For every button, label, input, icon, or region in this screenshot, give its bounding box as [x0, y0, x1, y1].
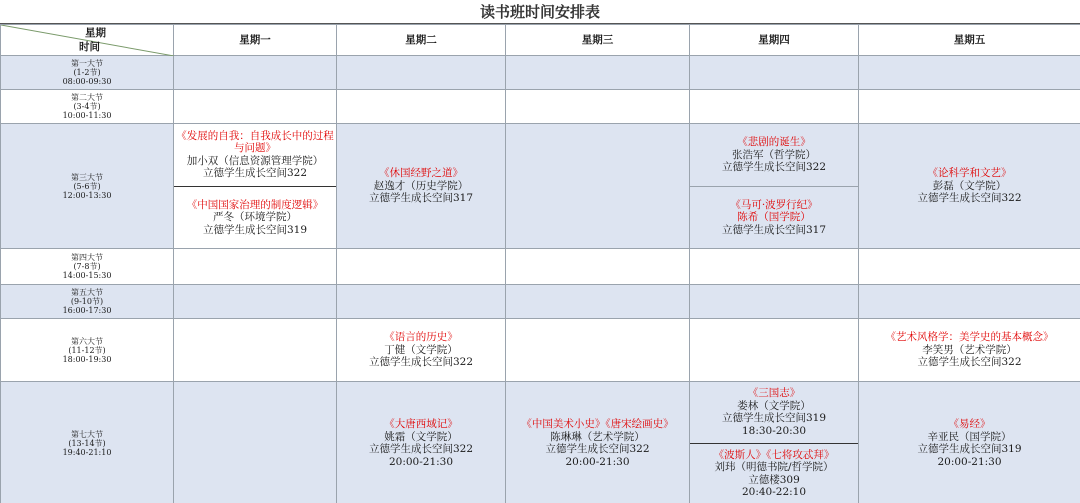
- empty-cell: [174, 382, 337, 503]
- room: 立德学生成长空间322: [545, 443, 650, 455]
- period-time: 14:00-15:30: [62, 271, 112, 280]
- period-range: (3-4节): [73, 102, 101, 111]
- book-title: 《中国国家治理的制度逻辑》: [186, 198, 324, 211]
- lecturer: 姚霜（文学院）: [384, 430, 458, 443]
- schedule-table: [0, 24, 1080, 503]
- period-range: (11-12节): [68, 345, 106, 355]
- period-time: 10:00-11:30: [62, 111, 112, 120]
- empty-cell: [690, 90, 859, 124]
- room: 立德楼309: [748, 473, 800, 486]
- session-block: [859, 331, 1080, 369]
- session-block: [859, 418, 1080, 468]
- lecturer: 辛亚民（国学院）: [927, 430, 1012, 443]
- period-time: 19:40-21:10: [62, 447, 112, 457]
- period-label: [1, 56, 174, 90]
- room: 立德学生成长空间319: [202, 223, 308, 236]
- period-label: [1, 124, 174, 249]
- session-block: [506, 418, 689, 468]
- period-name: 第四大节: [71, 253, 103, 262]
- session-cell-tue: [337, 124, 506, 249]
- period-row-3: [1, 124, 1080, 249]
- empty-cell: [859, 90, 1080, 124]
- empty-cell: [174, 56, 337, 90]
- day-header-mon: 星期一: [174, 25, 337, 56]
- lecturer: 丁健（文学院）: [384, 343, 458, 356]
- session-block: [690, 124, 858, 186]
- empty-cell: [690, 249, 859, 285]
- corner-header: [1, 25, 174, 56]
- lecturer: 刘玮（明德书院/哲学院）: [714, 461, 834, 474]
- lecturer: 彭磊（文学院）: [932, 179, 1007, 192]
- session-time: 20:40-22:10: [741, 486, 807, 499]
- period-range: (7-8节): [73, 262, 101, 271]
- empty-cell: [690, 56, 859, 90]
- period-label: [1, 319, 174, 382]
- session-cell-thu: [690, 382, 859, 503]
- book-title: 《发展的自我：自我成长中的过程与问题》: [176, 129, 334, 155]
- period-range: (13-14节): [68, 438, 106, 448]
- book-title: 《悲剧的诞生》: [737, 136, 811, 148]
- period-range: (9-10节): [70, 297, 104, 306]
- book-title: 《中国美术小史》《唐宋绘画史》: [521, 418, 674, 430]
- day-header-tue: 星期二: [337, 25, 506, 56]
- session-block: [859, 167, 1080, 205]
- room: 立德学生成长空间322: [368, 356, 474, 369]
- lecturer: 加小双（信息资源管理学院）: [186, 154, 324, 167]
- book-title: 《波斯人》《七将攻忒拜》: [713, 448, 835, 461]
- lecturer: 赵逸才（历史学院）: [373, 179, 469, 192]
- period-name: 第七大节: [71, 429, 103, 439]
- room: 立德学生成长空间319: [917, 443, 1022, 455]
- empty-cell: [506, 124, 690, 249]
- session-time: 20:00-21:30: [565, 455, 630, 468]
- book-title: 《三国志》: [747, 387, 801, 400]
- session-time: 20:00-21:30: [388, 455, 454, 468]
- book-title: 《论科学和文艺》: [927, 167, 1012, 180]
- period-row-1: [1, 56, 1080, 90]
- empty-cell: [337, 285, 506, 319]
- period-name: 第六大节: [71, 336, 103, 346]
- empty-cell: [506, 319, 690, 382]
- empty-cell: [859, 285, 1080, 319]
- sheet-title: 读书班时间安排表: [0, 0, 1080, 24]
- period-range: (5-6节): [73, 181, 101, 191]
- empty-cell: [337, 56, 506, 90]
- period-label: [1, 249, 174, 285]
- empty-cell: [690, 319, 859, 382]
- period-label: [1, 90, 174, 124]
- session-time: 18:30-20:30: [741, 424, 807, 437]
- session-block: [174, 124, 336, 186]
- period-label: [1, 285, 174, 319]
- period-row-4: [1, 249, 1080, 285]
- day-header-fri: 星期五: [859, 25, 1080, 56]
- empty-cell: [859, 249, 1080, 285]
- empty-cell: [506, 90, 690, 124]
- empty-cell: [506, 285, 690, 319]
- session-block: [690, 186, 858, 249]
- room: 立德学生成长空间322: [917, 356, 1022, 369]
- session-cell-fri: [859, 319, 1080, 382]
- period-time: 16:00-17:30: [62, 306, 112, 315]
- header-row: [1, 25, 1080, 56]
- session-cell-fri: [859, 124, 1080, 249]
- session-cell-thu: [690, 124, 859, 249]
- period-row-6: [1, 319, 1080, 382]
- empty-cell: [174, 249, 337, 285]
- session-time: 20:00-21:30: [937, 455, 1002, 468]
- room: 立德学生成长空间317: [368, 192, 474, 205]
- period-time: 08:00-09:30: [62, 77, 112, 86]
- period-name: 第五大节: [71, 288, 103, 297]
- weekday-label: 星期: [85, 27, 106, 39]
- session-split: [174, 124, 336, 248]
- session-split: [690, 382, 858, 503]
- book-title: 《语言的历史》: [384, 331, 458, 344]
- lecturer: 张浩军（哲学院）: [732, 148, 816, 161]
- room: 立德学生成长空间322: [917, 192, 1022, 205]
- session-block: [690, 443, 858, 503]
- period-row-2: [1, 90, 1080, 124]
- period-time: 12:00-13:30: [62, 190, 112, 200]
- period-name: 第三大节: [71, 172, 103, 182]
- session-cell-tue: [337, 382, 506, 503]
- book-title: 《艺术风格学：美学史的基本概念》: [885, 331, 1054, 344]
- empty-cell: [174, 90, 337, 124]
- period-time: 18:00-19:30: [62, 354, 112, 364]
- day-header-wed: 星期三: [506, 25, 690, 56]
- session-block: [174, 186, 336, 249]
- session-cell-wed: [506, 382, 690, 503]
- room: 立德学生成长空间322: [202, 167, 308, 180]
- empty-cell: [174, 319, 337, 382]
- period-row-5: [1, 285, 1080, 319]
- day-header-thu: 星期四: [690, 25, 859, 56]
- book-title: 《大唐西域记》: [384, 418, 458, 430]
- session-split: [690, 124, 858, 248]
- empty-cell: [337, 90, 506, 124]
- room: 立德学生成长空间319: [721, 412, 827, 425]
- book-title: 《休国经野之道》: [379, 167, 463, 180]
- book-title: 《易经》: [948, 418, 991, 430]
- session-block: [337, 418, 505, 468]
- lecturer: 陈琳琳（艺术学院）: [550, 430, 645, 443]
- empty-cell: [690, 285, 859, 319]
- empty-cell: [859, 56, 1080, 90]
- room: 立德学生成长空间322: [368, 443, 474, 455]
- session-cell-fri: [859, 382, 1080, 503]
- lecturer: 娄林（文学院）: [737, 399, 811, 412]
- empty-cell: [174, 285, 337, 319]
- session-cell-mon: [174, 124, 337, 249]
- empty-cell: [337, 249, 506, 285]
- period-name: 第二大节: [71, 93, 103, 102]
- lecturer: 李笑男（艺术学院）: [922, 343, 1017, 356]
- lecturer: 严冬（环境学院）: [213, 211, 297, 223]
- lecturer: 陈希（国学院）: [737, 211, 811, 223]
- empty-cell: [506, 249, 690, 285]
- period-row-7: [1, 382, 1080, 503]
- period-name: 第一大节: [71, 59, 103, 68]
- session-cell-tue: [337, 319, 506, 382]
- time-label: 时间: [79, 41, 100, 53]
- book-title: 《马可·波罗行纪》: [730, 198, 818, 211]
- room: 立德学生成长空间317: [721, 223, 827, 236]
- empty-cell: [506, 56, 690, 90]
- session-block: [337, 331, 505, 369]
- period-label: [1, 382, 174, 503]
- room: 立德学生成长空间322: [721, 161, 827, 173]
- session-block: [690, 382, 858, 443]
- session-block: [337, 167, 505, 205]
- period-range: (1-2节): [73, 68, 101, 77]
